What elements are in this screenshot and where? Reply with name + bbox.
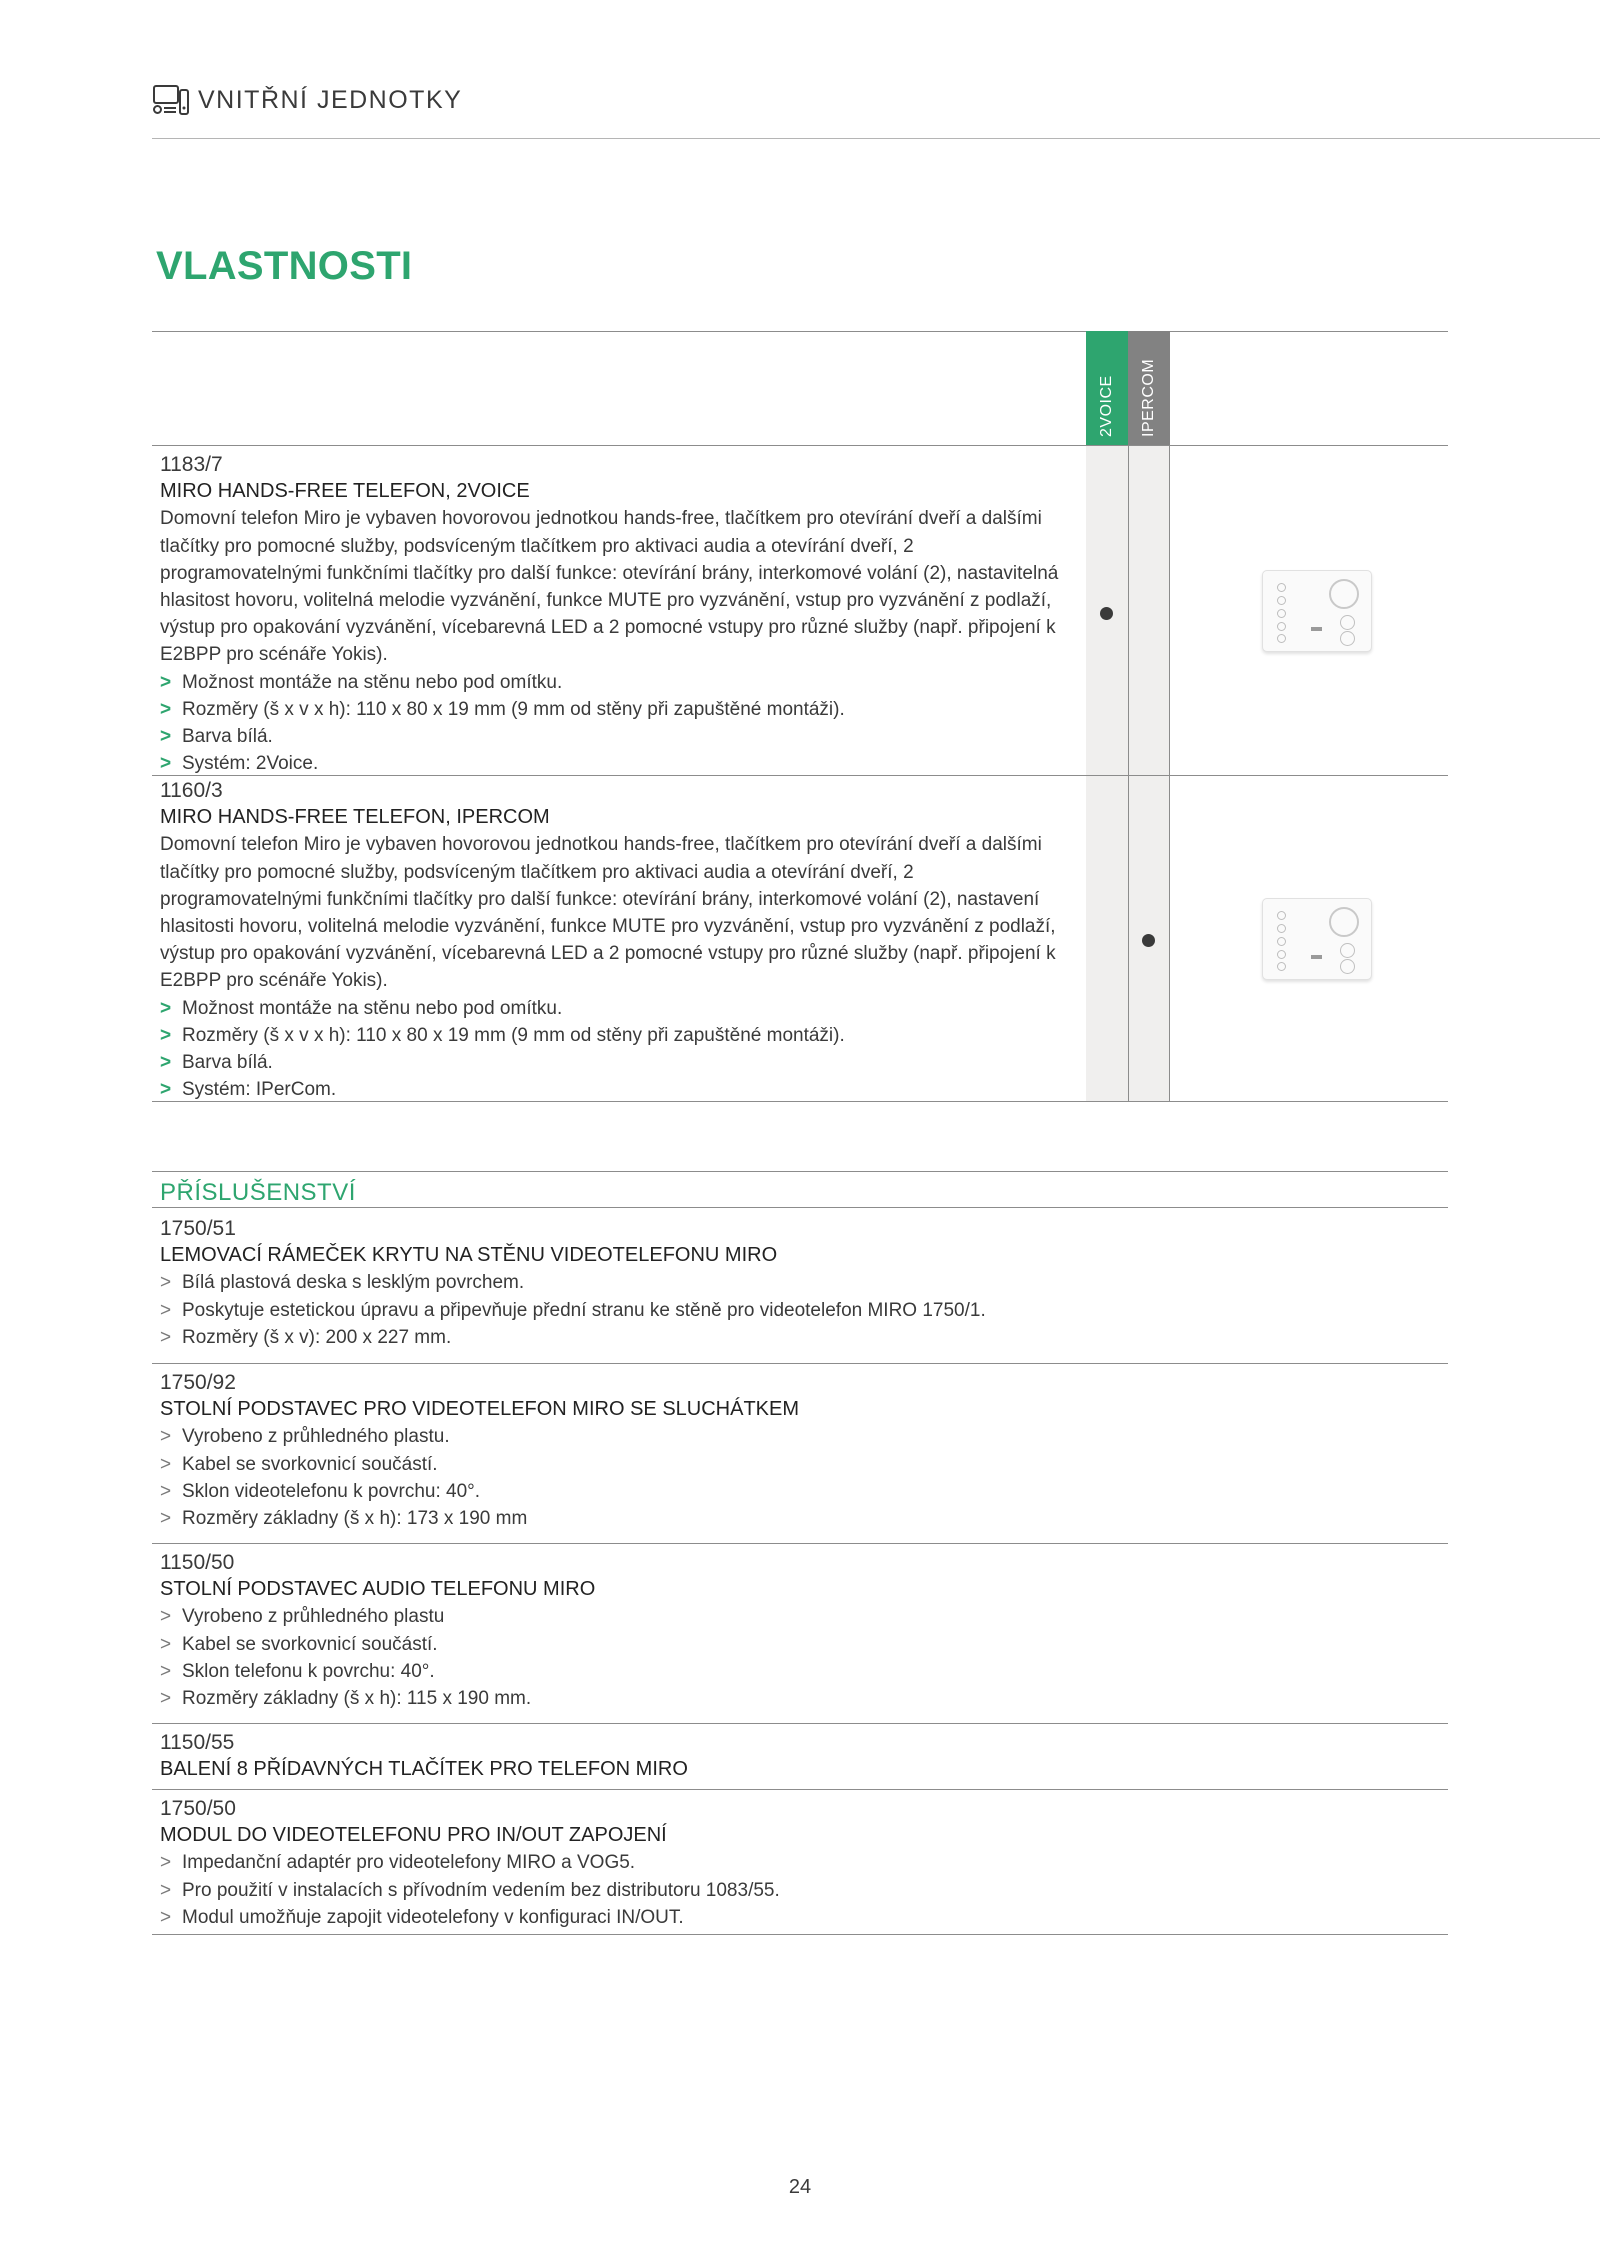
accessory-code: 1750/51 [160, 1217, 236, 1240]
column-label-ipercom: IPERCOM [1140, 358, 1157, 437]
accessory-code: 1750/92 [160, 1371, 236, 1394]
bullet-arrow: > [160, 1052, 172, 1074]
bullet-text: Možnost montáže na stěnu nebo pod omítku. [182, 997, 563, 1019]
availability-dot-2voice [1100, 607, 1113, 620]
product-description: Domovní telefon Miro je vybaven hovorovou jednotkou hands-free, tlačítkem pro otevírání dveří a dalšími tlačítky pro pomocné služby, podsvíceným tlačítkem pro aktivaci audia a otevírání dveří, 2 programovatelnými funkčními tlačítky pro další funkce: otevírání brány, interkomové volání (2), nastavení hlasitosti hovoru, volitelná melodie vyzvánění, funkce MUTE pro vyzvánění, vstup pro vyzvánění z podlaží, výstup pro opakování vyzvánění, vícebarevná LED a 2 pomocné vstupy pro různé služby (např. připojení k E2BPP pro scénáře Yokis). [160, 834, 1056, 992]
list-item [160, 1451, 1440, 1478]
bullet-arrow: > [160, 1453, 172, 1475]
accessory-code: 1150/55 [160, 1731, 235, 1754]
accessories-top-rule [152, 1171, 1448, 1172]
bullet-arrow: > [160, 1024, 172, 1046]
bullet-text: Kabel se svorkovnicí součástí. [182, 1633, 438, 1655]
list-item [160, 696, 1080, 723]
column-header-ipercom [1128, 331, 1170, 445]
column-label-2voice: 2VOICE [1098, 375, 1115, 437]
product-code: 1160/3 [160, 779, 223, 802]
bullet-text: Rozměry (š x v x h): 110 x 80 x 19 mm (9 mm od stěny při zapuštěné montáži). [182, 698, 845, 720]
list-item [160, 1505, 1440, 1532]
list-item [160, 1324, 1440, 1351]
bullet-text: Sklon telefonu k povrchu: 40°. [182, 1660, 435, 1682]
bullet-text: Modul umožňuje zapojit videotelefony v konfiguraci IN/OUT. [182, 1906, 684, 1928]
accessory-name: STOLNÍ PODSTAVEC AUDIO TELEFONU MIRO [160, 1578, 596, 1601]
accessory-name: BALENÍ 8 PŘÍDAVNÝCH TLAČÍTEK PRO TELEFON MIRO [160, 1758, 688, 1781]
accessory-name: LEMOVACÍ RÁMEČEK KRYTU NA STĚNU VIDEOTELEFONU MIRO [160, 1244, 778, 1267]
product-row [160, 451, 1080, 777]
bullet-text: Sklon videotelefonu k povrchu: 40°. [182, 1480, 481, 1502]
accessory-name: STOLNÍ PODSTAVEC PRO VIDEOTELEFON MIRO SE SLUCHÁTKEM [160, 1398, 800, 1421]
product-name: MIRO HANDS-FREE TELEFON, 2VOICE [160, 480, 530, 503]
bullet-arrow: > [160, 1299, 172, 1321]
bullet-text: Systém: 2Voice. [182, 753, 319, 775]
header-divider [152, 138, 1600, 139]
header-title: VNITŘNÍ JEDNOTKY [198, 85, 463, 114]
row-rule [152, 1543, 1448, 1544]
bullet-arrow: > [160, 1660, 172, 1682]
row-rule [152, 1723, 1448, 1724]
page-number: 24 [788, 2176, 812, 2198]
bullet-text: Impedanční adaptér pro videotelefony MIRO a VOG5. [182, 1852, 636, 1874]
accessory-item [160, 1549, 1440, 1712]
bullet-text: Barva bílá. [182, 1052, 273, 1074]
bullet-text: Rozměry (š x v): 200 x 227 mm. [182, 1326, 452, 1348]
list-item [160, 1297, 1440, 1324]
table-top-rule [152, 331, 1448, 332]
product-code: 1183/7 [160, 453, 223, 476]
accessory-item [160, 1215, 1440, 1351]
list-item [160, 1658, 1440, 1685]
product-row [160, 777, 1080, 1103]
accessory-item [160, 1369, 1440, 1532]
accessory-item [160, 1729, 1440, 1783]
bullet-text: Bílá plastová deska s lesklým povrchem. [182, 1272, 525, 1294]
list-item [160, 669, 1080, 696]
bullet-arrow: > [160, 1606, 172, 1628]
bullet-text: Poskytuje estetickou úpravu a připevňuje přední stranu ke stěně pro videotelefon MIRO 1750/1. [182, 1299, 986, 1321]
bullet-text: Systém: IPerCom. [182, 1079, 337, 1101]
bullet-arrow: > [160, 1879, 172, 1901]
column-header-2voice [1086, 331, 1128, 445]
bullet-arrow: > [160, 1272, 172, 1294]
row-rule [152, 1363, 1448, 1364]
bullet-text: Barva bílá. [182, 726, 273, 748]
bullet-arrow: > [160, 726, 172, 748]
accessory-code: 1150/50 [160, 1551, 235, 1574]
list-item [160, 1478, 1440, 1505]
row-rule [152, 775, 1448, 776]
list-item [160, 1076, 1080, 1103]
row-rule [152, 1789, 1448, 1790]
list-item [160, 1269, 1440, 1296]
bullet-arrow: > [160, 1633, 172, 1655]
column-2voice-background [1086, 331, 1128, 1101]
list-item [160, 1904, 1440, 1931]
bullet-arrow: > [160, 997, 172, 1019]
row-rule [152, 1101, 1448, 1102]
bullet-text: Vyrobeno z průhledného plastu. [182, 1426, 450, 1448]
list-item [160, 1631, 1440, 1658]
intercom-icon [152, 84, 190, 116]
list-item [160, 723, 1080, 750]
bullet-arrow: > [160, 698, 172, 720]
accessory-item [160, 1795, 1440, 1931]
availability-dot-ipercom [1142, 934, 1155, 947]
list-item [160, 995, 1080, 1022]
bullet-arrow: > [160, 1852, 172, 1874]
bullet-text: Pro použití v instalacích s přívodním vedením bez distributoru 1083/55. [182, 1879, 780, 1901]
list-item [160, 1877, 1440, 1904]
list-item [160, 1423, 1440, 1450]
bullet-arrow: > [160, 1906, 172, 1928]
product-description: Domovní telefon Miro je vybaven hovorovou jednotkou hands-free, tlačítkem pro otevírání dveří a dalšími tlačítky pro pomocné služby, podsvíceným tlačítkem pro aktivaci audia a otevírání dveří, 2 programovatelnými funkčními tlačítky pro další funkce: otevírání brány, interkomové volání (2), nastavitelná hlasitost hovoru, volitelná melodie vyzvánění, funkce MUTE pro vyzvánění, vstup pro vyzvánění z podlaží, výstup pro opakování vyzvánění, vícebarevná LED a 2 pomocné vstupy pro různé služby (např. připojení k E2BPP pro scénáře Yokis). [160, 508, 1059, 666]
list-item [160, 1685, 1440, 1712]
list-item [160, 1849, 1440, 1876]
bullet-text: Rozměry základny (š x h): 115 x 190 mm. [182, 1688, 532, 1710]
list-item [160, 750, 1080, 777]
bullet-arrow: > [160, 1480, 172, 1502]
list-item [160, 1603, 1440, 1630]
accessory-name: MODUL DO VIDEOTELEFONU PRO IN/OUT ZAPOJENÍ [160, 1824, 667, 1847]
bullet-text: Možnost montáže na stěnu nebo pod omítku. [182, 671, 563, 693]
bullet-arrow: > [160, 1688, 172, 1710]
row-rule [152, 1207, 1448, 1208]
accessories-title: PŘÍSLUŠENSTVÍ [160, 1179, 356, 1206]
product-image-miro-ipercom [1262, 898, 1372, 980]
bullet-arrow: > [160, 1508, 172, 1530]
accessory-code: 1750/50 [160, 1797, 236, 1820]
bullet-arrow: > [160, 1326, 172, 1348]
column-ipercom-background [1128, 331, 1170, 1101]
bullet-arrow: > [160, 1426, 172, 1448]
bullet-text: Rozměry (š x v x h): 110 x 80 x 19 mm (9 mm od stěny při zapuštěné montáži). [182, 1024, 845, 1046]
product-name: MIRO HANDS-FREE TELEFON, IPERCOM [160, 806, 550, 829]
bullet-arrow: > [160, 753, 172, 775]
bullet-arrow: > [160, 671, 172, 693]
row-rule [152, 1934, 1448, 1935]
page-header [152, 84, 462, 116]
product-image-miro-2voice [1262, 570, 1372, 652]
section-title: VLASTNOSTI [156, 244, 413, 288]
bullet-text: Rozměry základny (š x h): 173 x 190 mm [182, 1508, 528, 1530]
bullet-text: Kabel se svorkovnicí součástí. [182, 1453, 438, 1475]
header-row-rule [152, 445, 1448, 446]
bullet-arrow: > [160, 1079, 172, 1101]
bullet-text: Vyrobeno z průhledného plastu [182, 1606, 445, 1628]
list-item [160, 1049, 1080, 1076]
list-item [160, 1022, 1080, 1049]
